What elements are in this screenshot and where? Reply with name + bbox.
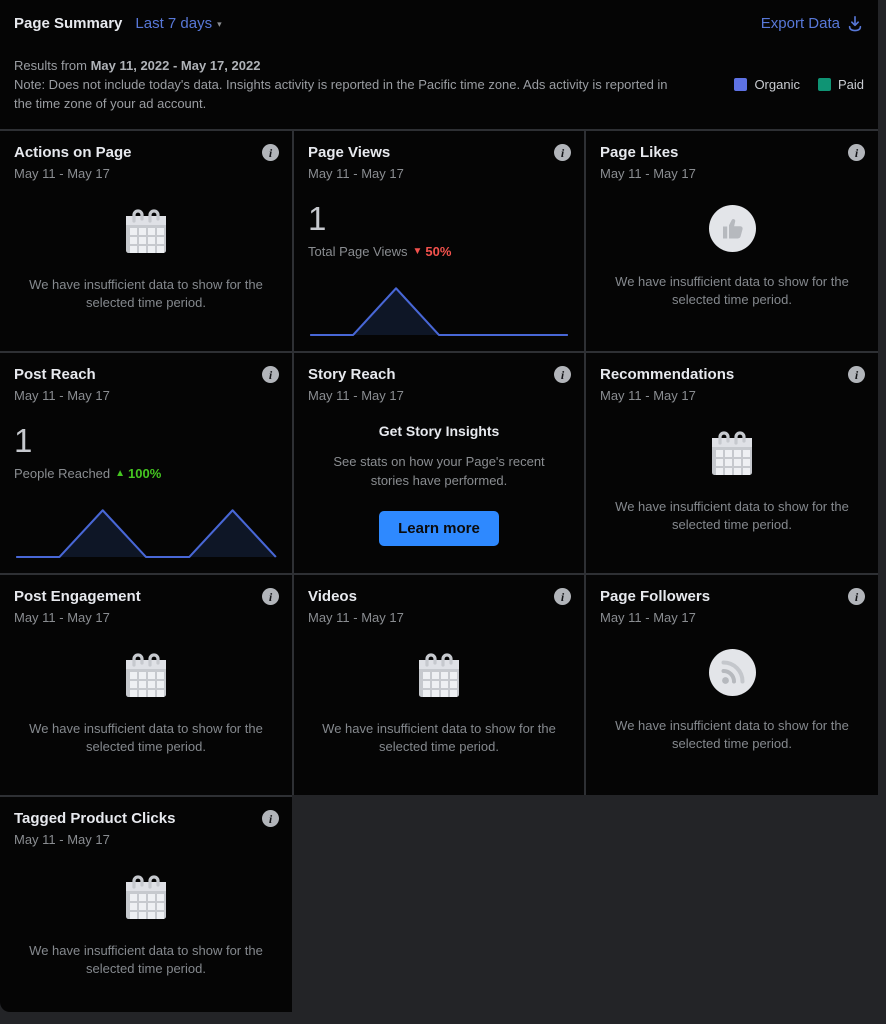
info-icon[interactable]: i xyxy=(554,588,571,605)
metric-label: People Reached xyxy=(14,466,111,481)
card-title: Actions on Page xyxy=(14,144,132,161)
card-date-range: May 11 - May 17 xyxy=(308,166,404,181)
export-data-button[interactable] xyxy=(761,14,864,33)
calendar-icon xyxy=(710,429,754,477)
promo-description: See stats on how your Page's recent stories have performed. xyxy=(333,454,545,488)
info-icon[interactable]: i xyxy=(848,144,865,161)
card-page-views[interactable] xyxy=(292,129,584,351)
empty-state xyxy=(14,873,278,978)
delta-badge xyxy=(413,244,452,259)
calendar-icon xyxy=(417,651,461,699)
empty-state xyxy=(308,651,570,756)
card-date-range: May 11 - May 17 xyxy=(308,388,404,403)
info-icon[interactable]: i xyxy=(554,144,571,161)
card-recommendations[interactable] xyxy=(584,351,878,573)
legend-item-paid xyxy=(818,77,864,92)
metric-label-row xyxy=(308,244,570,259)
insufficient-data-text: We have insufficient data to show for the selected time period. xyxy=(615,274,849,307)
delta-badge xyxy=(115,466,161,481)
page-title: Page Summary xyxy=(14,14,123,32)
card-date-range: May 11 - May 17 xyxy=(308,610,404,625)
chevron-down-icon: ▾ xyxy=(217,18,222,29)
card-date-range: May 11 - May 17 xyxy=(14,388,110,403)
card-date-range: May 11 - May 17 xyxy=(600,610,696,625)
note-body: Note: Does not include today's data. Insights activity is reported in the Pacific time zone. Ads activity is reported in the time zone of your ad account. xyxy=(14,77,668,111)
card-page-likes[interactable] xyxy=(584,129,878,351)
card-title: Page Followers xyxy=(600,588,711,605)
card-date-range: May 11 - May 17 xyxy=(14,832,110,847)
card-title: Videos xyxy=(308,588,357,605)
export-data-label: Export Data xyxy=(760,14,840,32)
thumbs-up-icon xyxy=(709,205,756,252)
card-videos[interactable] xyxy=(292,573,584,795)
legend xyxy=(722,77,864,92)
card-date-range: May 11 - May 17 xyxy=(600,388,696,403)
insufficient-data-text: We have insufficient data to show for the selected time period. xyxy=(29,277,263,310)
insufficient-data-text: We have insufficient data to show for the selected time period. xyxy=(615,499,849,532)
card-post-reach[interactable] xyxy=(0,351,292,573)
metric-value: 1 xyxy=(308,200,327,237)
info-icon[interactable]: i xyxy=(848,588,865,605)
note-section xyxy=(0,46,878,129)
delta-value: 100% xyxy=(128,466,162,481)
empty-state xyxy=(14,207,278,312)
info-icon[interactable]: i xyxy=(848,366,865,383)
legend-organic-label: Organic xyxy=(754,77,800,92)
card-title: Story Reach xyxy=(308,366,396,383)
calendar-icon xyxy=(124,651,168,699)
arrow-up-icon: ▲ xyxy=(115,468,126,479)
card-story-reach[interactable] xyxy=(292,351,584,573)
promo-title: Get Story Insights xyxy=(378,423,500,439)
card-title: Page Likes xyxy=(600,144,679,161)
story-insights-promo xyxy=(308,423,570,546)
info-icon[interactable]: i xyxy=(554,366,571,383)
card-title: Recommendations xyxy=(600,366,735,383)
followers-feed-icon xyxy=(709,649,756,696)
legend-item-organic xyxy=(734,77,800,92)
card-title: Tagged Product Clicks xyxy=(14,810,176,827)
insufficient-data-text: We have insufficient data to show for the selected time period. xyxy=(29,943,263,976)
metric-label-row xyxy=(14,466,278,481)
card-title: Post Reach xyxy=(14,366,96,383)
empty-state xyxy=(600,205,864,309)
card-tagged-product-clicks[interactable] xyxy=(0,795,292,1012)
info-icon[interactable]: i xyxy=(262,366,279,383)
results-date-range: May 11, 2022 - May 17, 2022 xyxy=(90,58,261,73)
empty-state xyxy=(600,649,864,753)
note-text xyxy=(14,56,674,113)
info-icon[interactable]: i xyxy=(262,144,279,161)
date-range-label: Last 7 days xyxy=(135,14,213,32)
insufficient-data-text: We have insufficient data to show for the selected time period. xyxy=(615,718,849,751)
insufficient-data-text: We have insufficient data to show for the selected time period. xyxy=(322,721,556,754)
metric-label: Total Page Views xyxy=(308,244,408,259)
card-post-engagement[interactable] xyxy=(0,573,292,795)
metrics-grid xyxy=(0,129,878,1012)
insufficient-data-text: We have insufficient data to show for the selected time period. xyxy=(29,721,263,754)
page-views-chart xyxy=(308,270,570,338)
card-actions-on-page[interactable] xyxy=(0,129,292,351)
calendar-icon xyxy=(124,873,168,921)
card-date-range: May 11 - May 17 xyxy=(14,166,110,181)
download-icon xyxy=(846,14,864,33)
empty-state xyxy=(600,429,864,534)
card-title: Page Views xyxy=(308,144,391,161)
card-title: Post Engagement xyxy=(14,588,141,605)
header xyxy=(0,0,878,46)
card-date-range: May 11 - May 17 xyxy=(14,610,110,625)
card-date-range: May 11 - May 17 xyxy=(600,166,696,181)
arrow-down-icon: ▼ xyxy=(412,246,423,257)
learn-more-button[interactable]: Learn more xyxy=(379,511,499,546)
organic-swatch xyxy=(734,78,747,91)
info-icon[interactable]: i xyxy=(262,810,279,827)
legend-paid-label: Paid xyxy=(837,77,864,92)
delta-value: 50% xyxy=(425,244,452,259)
calendar-icon xyxy=(124,207,168,255)
metric-value: 1 xyxy=(14,422,33,459)
paid-swatch xyxy=(818,78,831,91)
results-prefix: Results from xyxy=(14,58,91,73)
date-range-selector[interactable] xyxy=(135,15,221,32)
empty-state xyxy=(14,651,278,756)
card-page-followers[interactable] xyxy=(584,573,878,795)
info-icon[interactable]: i xyxy=(262,588,279,605)
post-reach-chart xyxy=(14,492,278,560)
